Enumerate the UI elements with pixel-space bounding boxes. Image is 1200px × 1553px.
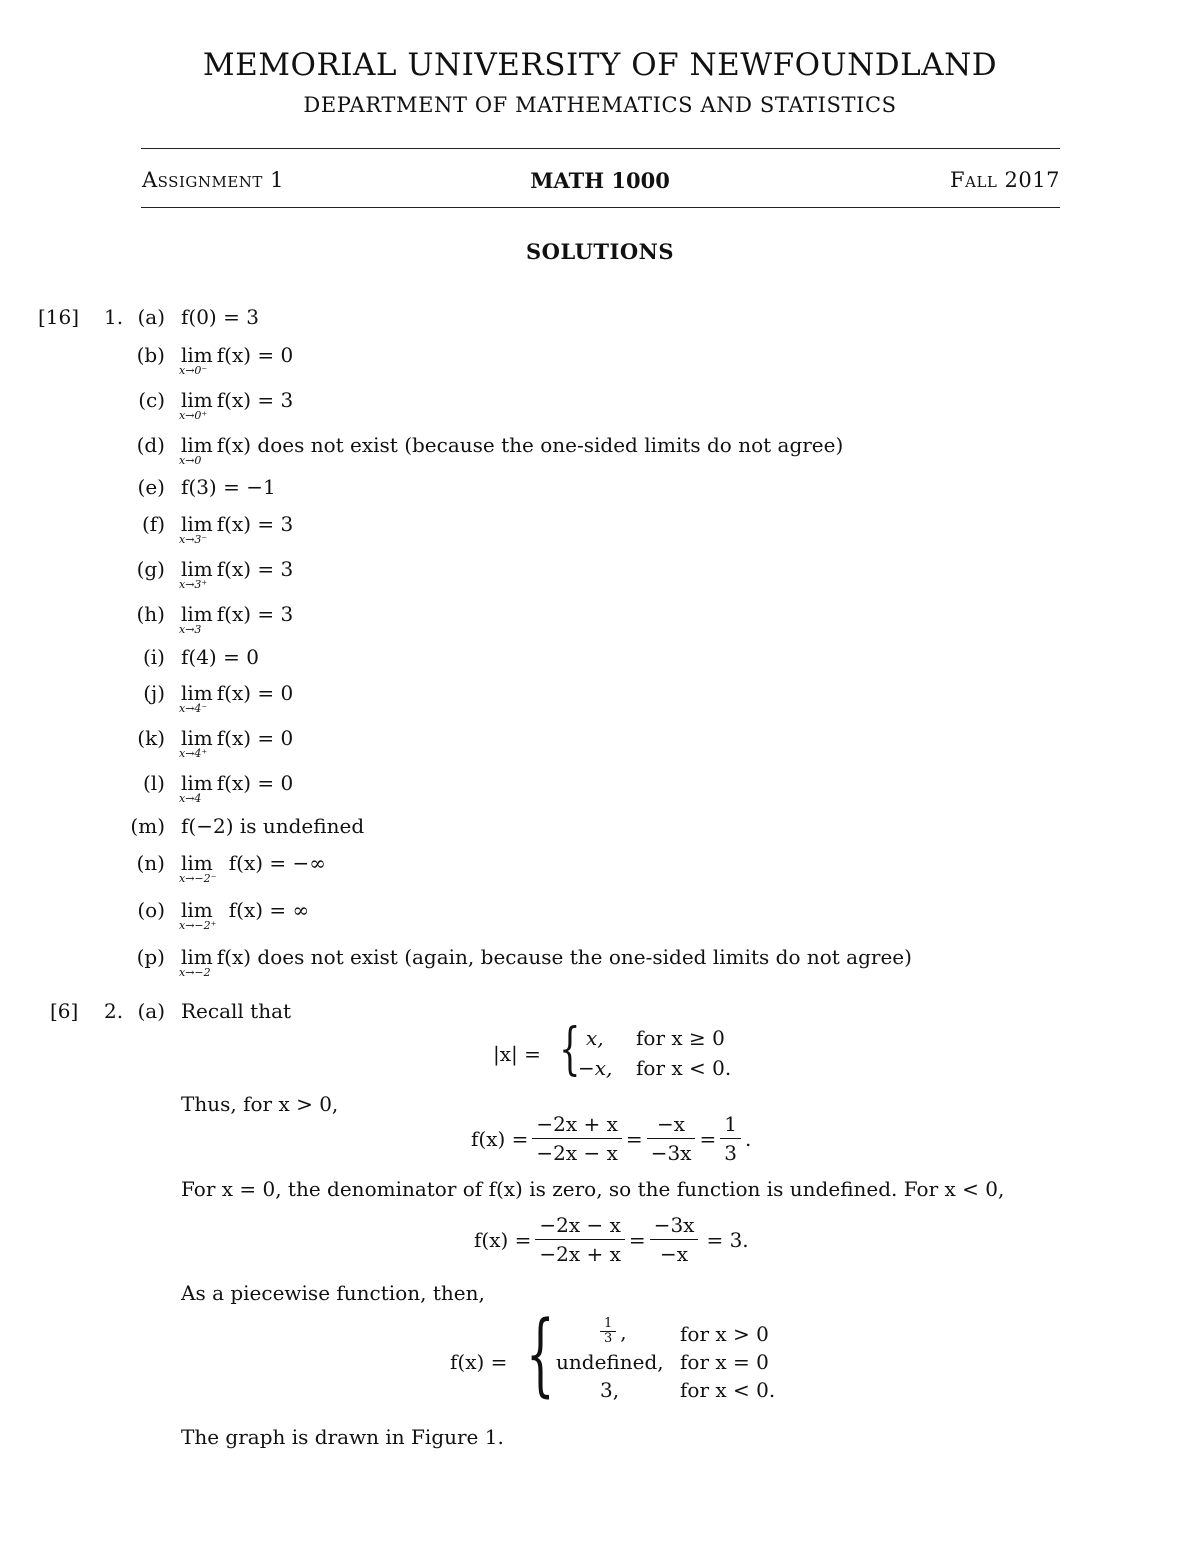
abs-case1-value: x, (586, 1026, 604, 1050)
q1-item-label: (d) (136, 433, 165, 457)
piecewise-intro: As a piecewise function, then, (181, 1281, 485, 1305)
limit-subscript: x→3 (179, 623, 202, 636)
course-code: MATH 1000 (530, 168, 670, 193)
header-rule-top (141, 148, 1060, 149)
expression-text: f(−2) is undefined (181, 814, 365, 838)
limit-subscript: x→−2⁺ (179, 919, 217, 932)
q1-item-expression (179, 851, 326, 885)
q1-item-expression (179, 388, 294, 422)
limit-operator: lim (181, 557, 213, 581)
expression-text: f(x) = ∞ (228, 898, 310, 922)
department-name: DEPARTMENT OF MATHEMATICS AND STATISTICS (303, 93, 897, 117)
piecewise-case2-condition: for x = 0 (680, 1350, 769, 1374)
q2-points: [6] (50, 999, 79, 1023)
university-name: MEMORIAL UNIVERSITY OF NEWFOUNDLAND (202, 47, 998, 83)
eq1-fraction-3: $\frac{1}{3}$ (720, 1110, 741, 1167)
q2-part-label: (a) (137, 999, 165, 1023)
q1-item-expression (179, 433, 844, 467)
expression-text: f(x) = 3 (216, 388, 294, 412)
limit-operator: lim (181, 602, 213, 626)
limit-subscript: x→4⁻ (179, 702, 208, 715)
q1-item-label: (j) (143, 681, 165, 705)
piecewise-case3-condition: for x < 0. (680, 1378, 776, 1402)
expression-text: f(x) does not exist (again, because the one-sided limits do not agree) (216, 945, 912, 969)
eq2-equals: = (628, 1227, 646, 1252)
q1-item-expression (179, 557, 294, 591)
q1-number: 1. (104, 305, 124, 329)
q1-item-label: (a) (137, 305, 165, 329)
q1-item-label: (b) (136, 343, 165, 367)
equation-negative-x (474, 1211, 749, 1268)
eq2-tail: = 3. (706, 1227, 749, 1252)
limit-operator: lim (181, 681, 213, 705)
q1-item-label: (k) (137, 726, 165, 750)
q1-item-label: (h) (136, 602, 165, 626)
limit-subscript: x→0⁺ (179, 409, 208, 422)
limit-subscript: x→3⁻ (179, 533, 208, 546)
limit-operator: lim (181, 945, 213, 969)
eq1-lhs: f(x) = (471, 1126, 529, 1151)
abs-def-lhs: |x| = (493, 1042, 541, 1066)
piecewise-case1-value: $\frac{1}{3}$ , (596, 1317, 627, 1346)
expression-text: f(x) = 0 (216, 771, 294, 795)
q1-item-label: (c) (138, 388, 165, 412)
limit-operator: lim (181, 388, 213, 412)
q1-item-label: (o) (137, 898, 165, 922)
abs-case2-condition: for x < 0. (636, 1056, 732, 1080)
limit-subscript: x→−2 (179, 966, 211, 979)
eq2-lhs: f(x) = (474, 1227, 532, 1252)
graph-note: The graph is drawn in Figure 1. (181, 1425, 504, 1449)
q1-item-label: (p) (136, 945, 165, 969)
q1-item-expression (181, 305, 259, 329)
q1-item-label: (n) (136, 851, 165, 875)
limit-operator: lim (181, 726, 213, 750)
abs-case1-condition: for x ≥ 0 (636, 1026, 725, 1050)
expression-text: f(x) does not exist (because the one-sided limits do not agree) (216, 433, 844, 457)
limit-operator: lim (181, 343, 213, 367)
q1-item-expression (179, 726, 294, 760)
eq1-fraction-2: $\frac{-x}{-3x}$ (647, 1110, 696, 1167)
piecewise-case2-value: undefined, (556, 1350, 664, 1374)
piecewise-case1-condition: for x > 0 (680, 1322, 769, 1346)
eq1-fraction-1: $\frac{-2x + x}{-2x - x}$ (532, 1110, 622, 1167)
expression-text: f(x) = −∞ (228, 851, 326, 875)
eq1-period: . (744, 1126, 752, 1151)
q1-item-label: (e) (137, 475, 165, 499)
q2-recall-text: Recall that (181, 999, 292, 1023)
piecewise-lhs: f(x) = (450, 1350, 508, 1374)
assignment-label: Assignment 1 (142, 168, 284, 192)
limit-subscript: x→0⁻ (179, 364, 208, 377)
q1-points: [16] (38, 305, 80, 329)
q1-item-label: (m) (130, 814, 165, 838)
q1-item-expression (179, 681, 294, 715)
limit-operator: lim (181, 771, 213, 795)
piecewise-brace: { (526, 1302, 555, 1407)
limit-operator: lim (181, 851, 213, 875)
limit-operator: lim (181, 512, 213, 536)
header-rule-bottom (141, 207, 1060, 208)
expression-text: f(x) = 0 (216, 726, 294, 750)
limit-subscript: x→−2⁻ (179, 872, 217, 885)
for-zero-text: For x = 0, the denominator of f(x) is zero, so the function is undefined. For x < 0, (181, 1177, 1005, 1201)
abs-def-brace: { (559, 1017, 581, 1082)
eq2-fraction-2: $\frac{-3x}{-x}$ (650, 1211, 699, 1268)
q1-item-expression (179, 945, 912, 979)
expression-text: f(x) = 0 (216, 681, 294, 705)
q1-item-expression (179, 771, 294, 805)
eq1-equals-2: = (699, 1126, 717, 1151)
limit-operator: lim (181, 898, 213, 922)
expression-text: f(x) = 3 (216, 512, 294, 536)
term-label: Fall 2017 (950, 168, 1060, 192)
limit-operator: lim (181, 433, 213, 457)
limit-subscript: x→0 (179, 454, 202, 467)
equation-positive-x (471, 1110, 751, 1167)
expression-text: f(4) = 0 (181, 645, 259, 669)
q1-item-expression (179, 602, 294, 636)
q1-item-expression (181, 475, 276, 499)
eq2-fraction-1: $\frac{-2x - x}{-2x + x}$ (535, 1211, 625, 1268)
limit-subscript: x→4⁺ (179, 747, 208, 760)
expression-text: f(x) = 0 (216, 343, 294, 367)
expression-text: f(x) = 3 (216, 557, 294, 581)
q1-item-expression (181, 814, 364, 838)
q2-number: 2. (104, 999, 124, 1023)
q1-item-expression (179, 512, 294, 546)
page-title: SOLUTIONS (526, 239, 674, 264)
q1-item-expression (181, 645, 259, 669)
q1-item-label: (f) (141, 512, 165, 536)
limit-subscript: x→4 (179, 792, 202, 805)
q1-item-label: (l) (142, 771, 165, 795)
q1-item-label: (i) (142, 645, 165, 669)
expression-text: f(3) = −1 (181, 475, 276, 499)
q1-item-expression (179, 898, 310, 932)
q1-item-label: (g) (136, 557, 165, 581)
abs-case2-value: −x, (578, 1056, 613, 1080)
eq1-equals-1: = (625, 1126, 643, 1151)
thus-text: Thus, for x > 0, (181, 1092, 339, 1116)
limit-subscript: x→3⁺ (179, 578, 208, 591)
piecewise-case3-value: 3, (600, 1378, 620, 1402)
expression-text: f(x) = 3 (216, 602, 294, 626)
expression-text: f(0) = 3 (181, 305, 259, 329)
q1-item-expression (179, 343, 294, 377)
